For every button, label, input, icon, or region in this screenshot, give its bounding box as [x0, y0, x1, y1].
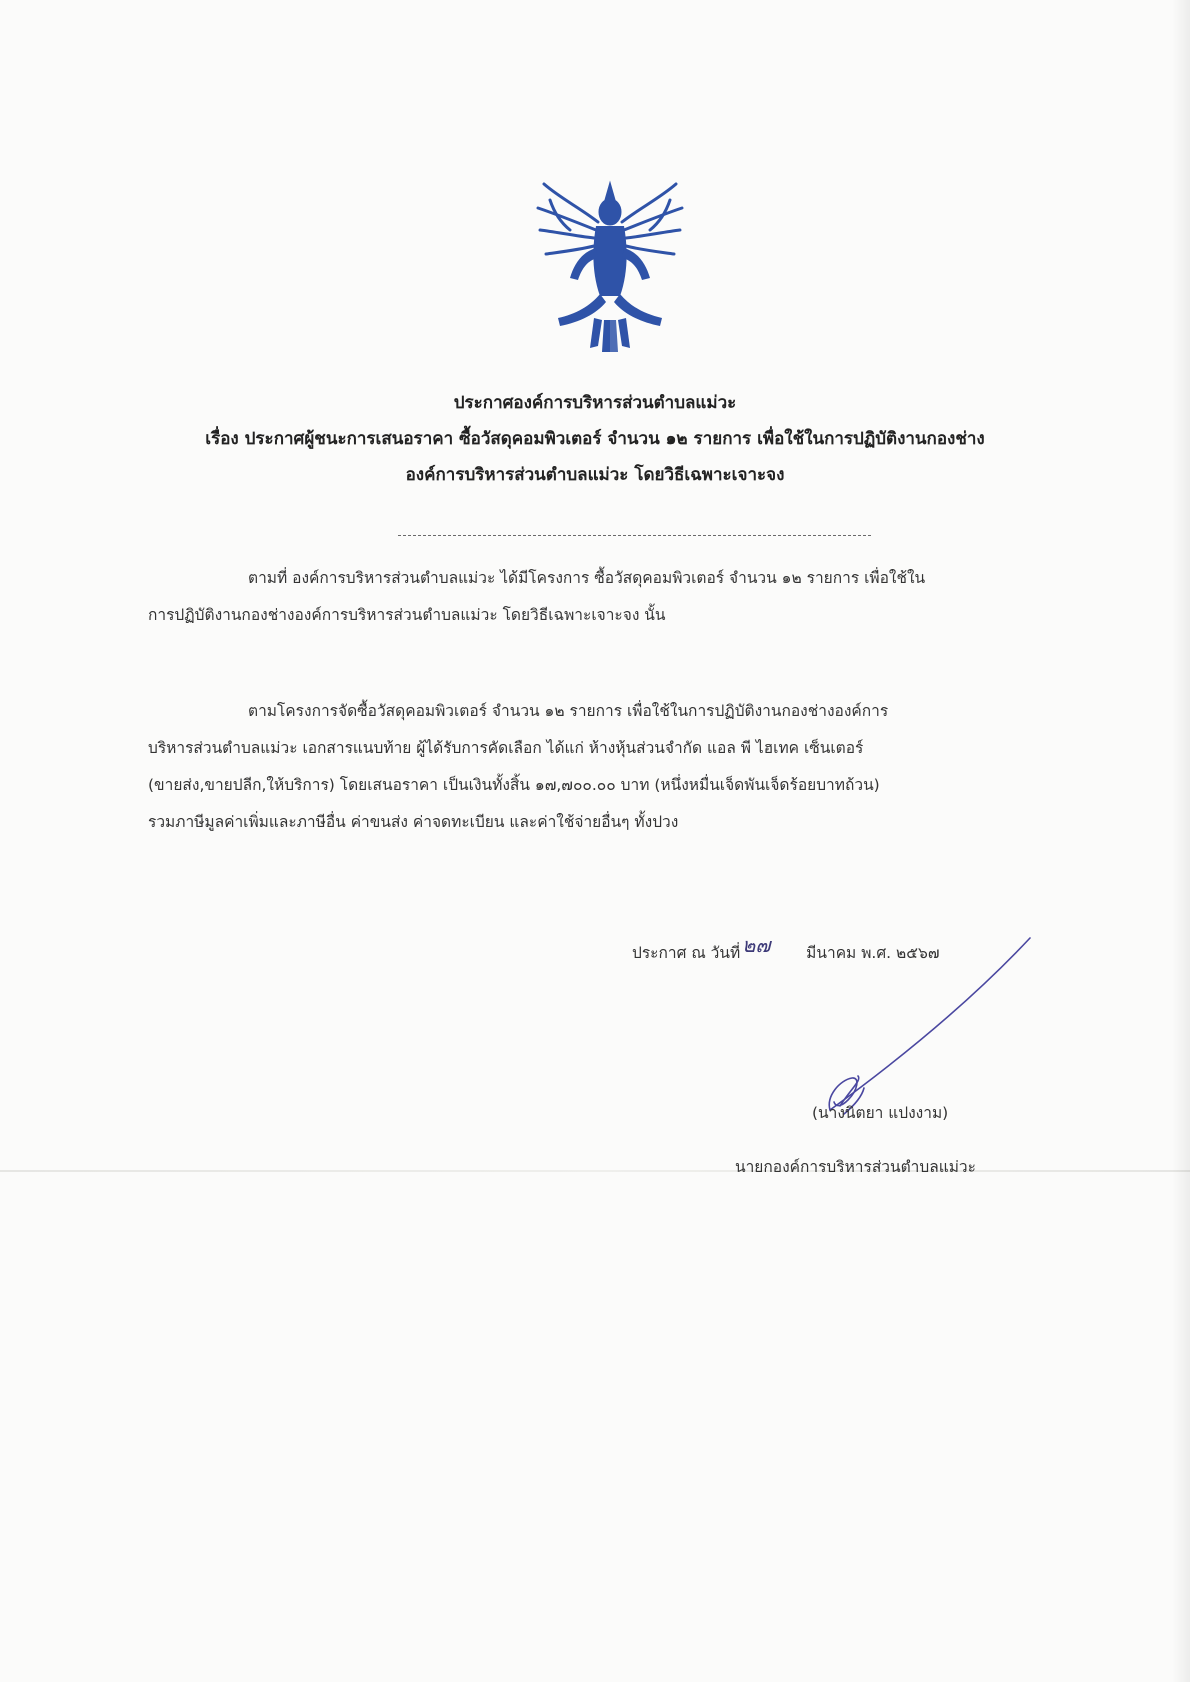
paragraph-line: บริหารส่วนตำบลแม่วะ เอกสารแนบท้าย ผู้ได้รับการคัดเลือก ได้แก่ ห้างหุ้นส่วนจำกัด แอล พี ไฮเทค เซ็นเตอร์	[148, 739, 864, 757]
header-divider	[398, 535, 871, 536]
paragraph-line: รวมภาษีมูลค่าเพิ่มและภาษีอื่น ค่าขนส่ง ค่าจดทะเบียน และค่าใช้จ่ายอื่นๆ ทั้งปวง	[148, 813, 679, 831]
paragraph-winner-details	[148, 693, 1108, 841]
announcement-title: ประกาศองค์การบริหารส่วนตำบลแม่วะ	[453, 393, 737, 413]
page-edge-shadow	[1172, 0, 1190, 1682]
signer-name: (นางนิตยา แปงงาม)	[812, 1104, 949, 1122]
garuda-emblem-icon	[530, 178, 690, 358]
paragraph-line: ตามโครงการจัดซื้อวัสดุคอมพิวเตอร์ จำนวน ๑๒ รายการ เพื่อใช้ในการปฏิบัติงานกองช่างองค์การ	[248, 702, 889, 720]
paragraph-line: (ขายส่ง,ขายปลีก,ให้บริการ) โดยเสนอราคา เป็นเงินทั้งสิ้น ๑๗,๗๐๐.๐๐ บาท (หนึ่งหมื่นเจ็ดพันเจ็ดร้อยบาทถ้วน)	[148, 776, 880, 794]
announcement-subject: เรื่อง ประกาศผู้ชนะการเสนอราคา ซื้อวัสดุคอมพิวเตอร์ จำนวน ๑๒ รายการ เพื่อใช้ในการปฏิบัติงานกองช่าง	[205, 429, 985, 449]
date-prefix: ประกาศ ณ วันที่	[632, 944, 741, 962]
announcement-header	[0, 385, 1190, 493]
signer-position: นายกองค์การบริหารส่วนตำบลแม่วะ	[735, 1158, 976, 1176]
date-day-handwritten: ๒๗	[742, 933, 771, 957]
announcement-subject-continued: องค์การบริหารส่วนตำบลแม่วะ โดยวิธีเฉพาะเจาะจง	[405, 465, 785, 485]
date-month-year: มีนาคม พ.ศ. ๒๕๖๗	[806, 944, 940, 962]
paragraph-project-intro	[148, 560, 1108, 634]
paragraph-line: การปฏิบัติงานกองช่างองค์การบริหารส่วนตำบลแม่วะ โดยวิธีเฉพาะเจาะจง นั้น	[148, 606, 666, 624]
signature-mark	[800, 930, 1040, 1120]
paragraph-line: ตามที่ องค์การบริหารส่วนตำบลแม่วะ ได้มีโครงการ ซื้อวัสดุคอมพิวเตอร์ จำนวน ๑๒ รายการ เพื่อใช้ใน	[248, 569, 926, 587]
